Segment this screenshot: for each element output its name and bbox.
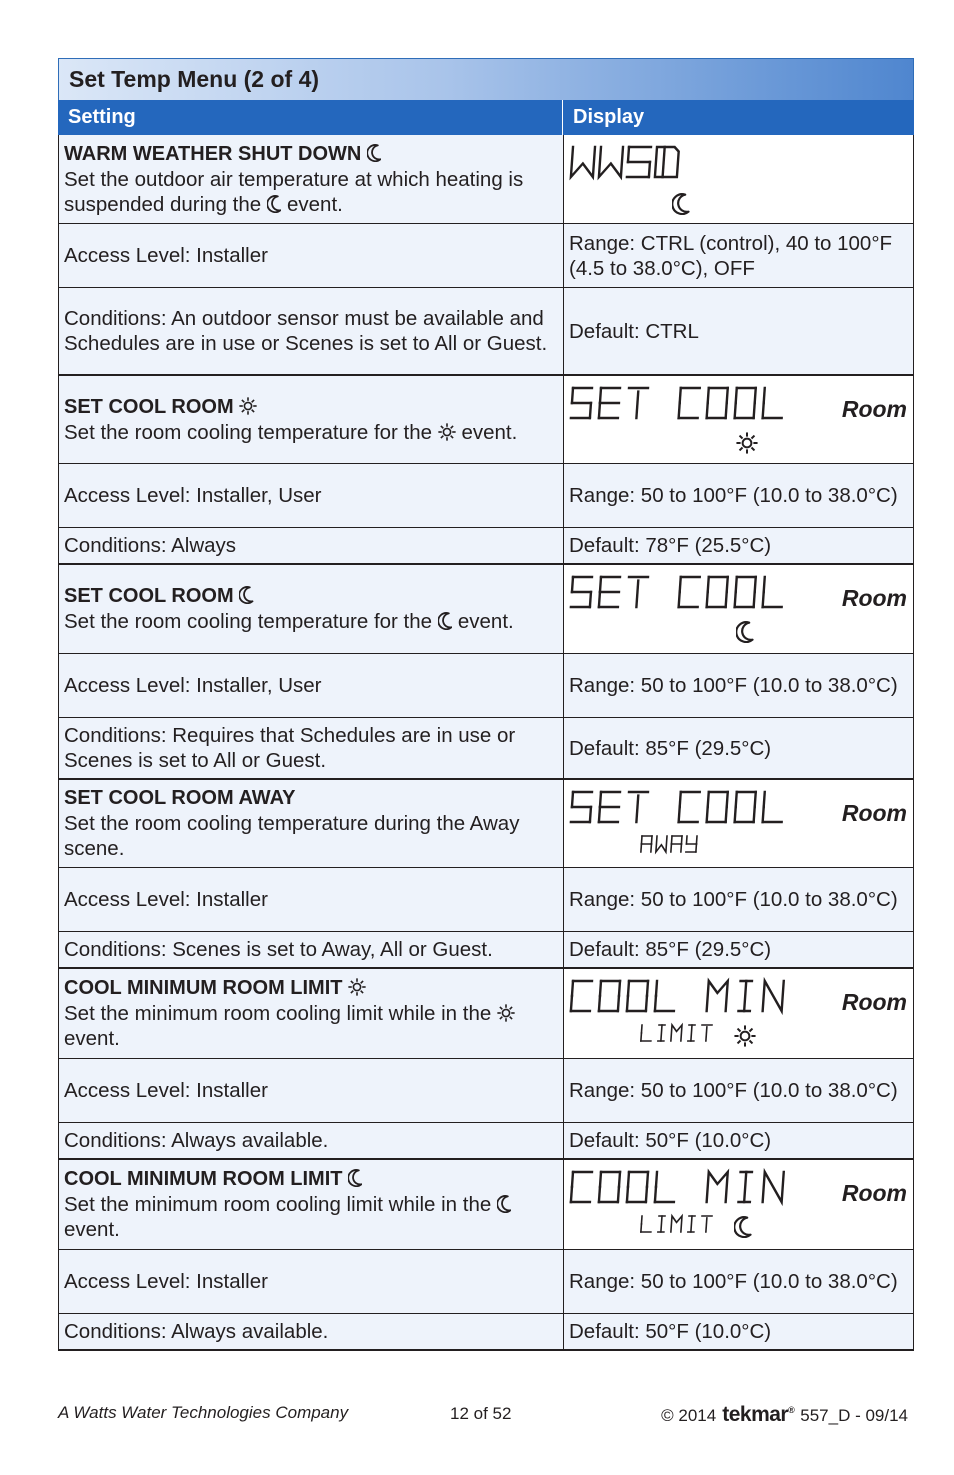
setting-description-row bbox=[58, 565, 914, 653]
lcd-display bbox=[564, 135, 913, 223]
page-number: 12 of 52 bbox=[450, 1404, 512, 1423]
moon-icon bbox=[438, 612, 452, 630]
conditions-default-row bbox=[58, 287, 914, 374]
lcd-display bbox=[564, 969, 913, 1058]
lcd-event-symbol bbox=[736, 621, 754, 647]
moon-icon bbox=[348, 1169, 362, 1187]
conditions-default-row bbox=[58, 717, 914, 778]
display-column-header: Display bbox=[573, 106, 645, 128]
setting-group bbox=[58, 1160, 914, 1351]
access-level: Access Level: Installer bbox=[59, 1250, 564, 1313]
room-label: Room bbox=[841, 800, 907, 826]
setting-group bbox=[58, 969, 914, 1160]
moon-icon bbox=[267, 195, 281, 213]
lcd-display bbox=[564, 780, 913, 867]
lcd-event-symbol bbox=[734, 1216, 752, 1242]
conditions: Conditions: An outdoor sensor must be available and Schedules are in use or Scenes is set to All or Guest. bbox=[59, 288, 564, 374]
moon-icon bbox=[672, 193, 690, 215]
setting-description: Set the minimum room cooling limit while in the event. bbox=[64, 1001, 558, 1051]
setting-cell bbox=[59, 135, 564, 223]
default-value: Default: 85°F (29.5°C) bbox=[569, 938, 772, 961]
access-range-row bbox=[58, 867, 914, 931]
access-range-row bbox=[58, 1249, 914, 1313]
setting-name: SET COOL ROOM AWAY bbox=[64, 787, 296, 809]
moon-icon bbox=[497, 1195, 511, 1213]
setting-name: SET COOL ROOM bbox=[64, 584, 558, 609]
sun-icon bbox=[348, 978, 366, 996]
conditions-default-row bbox=[58, 931, 914, 967]
range: Range: 50 to 100°F (10.0 to 38.0°C) bbox=[569, 1270, 898, 1293]
lcd-display bbox=[564, 376, 913, 463]
setting-cell bbox=[59, 969, 564, 1058]
conditions-default-row bbox=[58, 1122, 914, 1158]
access-level: Access Level: Installer bbox=[59, 868, 564, 931]
setting-group bbox=[58, 376, 914, 565]
lcd-display bbox=[564, 565, 913, 653]
moon-icon bbox=[736, 621, 754, 643]
access-level: Access Level: Installer bbox=[59, 1059, 564, 1122]
setting-cell bbox=[59, 780, 564, 867]
setting-name: COOL MINIMUM ROOM LIMIT bbox=[64, 1167, 558, 1192]
range: Range: CTRL (control), 40 to 100°F (4.5 to 38.0°C), OFF bbox=[569, 231, 893, 280]
setting-description-row bbox=[58, 1160, 914, 1249]
moon-icon bbox=[367, 144, 381, 162]
setting-name: COOL MINIMUM ROOM LIMIT bbox=[64, 976, 558, 1001]
settings-table bbox=[58, 58, 914, 1351]
setting-group bbox=[58, 780, 914, 969]
copyright: © 2014 bbox=[661, 1406, 717, 1425]
conditions-default-row bbox=[58, 1313, 914, 1349]
conditions: Conditions: Scenes is set to Away, All or Guest. bbox=[59, 932, 564, 967]
default-value: Default: 50°F (10.0°C) bbox=[569, 1320, 772, 1343]
range: Range: 50 to 100°F (10.0 to 38.0°C) bbox=[569, 484, 898, 507]
table-header bbox=[58, 100, 914, 135]
setting-description: Set the outdoor air temperature at which heating is suspended during the event. bbox=[64, 167, 524, 216]
default-value: Default: 85°F (29.5°C) bbox=[569, 736, 772, 760]
access-level: Access Level: Installer, User bbox=[59, 654, 564, 717]
conditions: Conditions: Always bbox=[59, 528, 564, 563]
setting-description: Set the room cooling temperature for the event. bbox=[64, 610, 514, 633]
setting-cell bbox=[59, 565, 564, 653]
default-value: Default: 78°F (25.5°C) bbox=[569, 534, 772, 557]
setting-group bbox=[58, 135, 914, 376]
default-value: Default: 50°F (10.0°C) bbox=[569, 1129, 772, 1152]
range: Range: 50 to 100°F (10.0 to 38.0°C) bbox=[569, 1079, 898, 1102]
access-level: Access Level: Installer bbox=[59, 224, 564, 287]
setting-name: WARM WEATHER SHUT DOWN bbox=[64, 142, 558, 167]
room-label: Room bbox=[841, 396, 907, 422]
access-range-row bbox=[58, 653, 914, 717]
doc-code: 557_D - 09/14 bbox=[800, 1406, 908, 1425]
setting-description-row bbox=[58, 135, 914, 223]
lcd-readout bbox=[564, 135, 912, 223]
setting-cell bbox=[59, 1160, 564, 1249]
sun-icon bbox=[736, 432, 758, 454]
setting-name: SET COOL ROOM bbox=[64, 395, 558, 420]
access-range-row bbox=[58, 1058, 914, 1122]
range: Range: 50 to 100°F (10.0 to 38.0°C) bbox=[569, 888, 898, 911]
lcd-display bbox=[564, 1160, 913, 1249]
setting-description: Set the minimum room cooling limit while in the event. bbox=[64, 1192, 558, 1242]
footer-right bbox=[661, 1403, 908, 1427]
room-label: Room bbox=[841, 1180, 907, 1206]
lcd-event-symbol bbox=[672, 193, 690, 219]
conditions-default-row bbox=[58, 527, 914, 563]
default-value: Default: CTRL bbox=[569, 319, 699, 343]
setting-group bbox=[58, 565, 914, 780]
sun-icon bbox=[497, 1004, 515, 1022]
room-label: Room bbox=[841, 585, 907, 611]
setting-description-row bbox=[58, 780, 914, 867]
brand-logo: tekmar® bbox=[722, 1403, 795, 1426]
access-range-row bbox=[58, 223, 914, 287]
setting-description: Set the room cooling temperature during the Away scene. bbox=[64, 812, 520, 860]
setting-groups bbox=[58, 135, 914, 1351]
setting-cell bbox=[59, 376, 564, 463]
access-level: Access Level: Installer, User bbox=[59, 464, 564, 527]
menu-title: Set Temp Menu (2 of 4) bbox=[58, 58, 914, 100]
lcd-event-symbol bbox=[736, 432, 758, 458]
access-range-row bbox=[58, 463, 914, 527]
conditions: Conditions: Requires that Schedules are in use or Scenes is set to All or Guest. bbox=[59, 718, 564, 778]
setting-column-header: Setting bbox=[58, 100, 563, 135]
setting-description-row bbox=[58, 969, 914, 1058]
conditions: Conditions: Always available. bbox=[59, 1123, 564, 1158]
sun-icon bbox=[734, 1025, 756, 1047]
room-label: Room bbox=[841, 989, 907, 1015]
range: Range: 50 to 100°F (10.0 to 38.0°C) bbox=[569, 674, 898, 697]
sun-icon bbox=[438, 423, 456, 441]
lcd-event-symbol bbox=[734, 1025, 756, 1051]
moon-icon bbox=[734, 1216, 752, 1238]
setting-description: Set the room cooling temperature for the event. bbox=[64, 420, 518, 444]
setting-description-row bbox=[58, 376, 914, 463]
sun-icon bbox=[239, 397, 257, 415]
conditions: Conditions: Always available. bbox=[59, 1314, 564, 1349]
company-tagline: A Watts Water Technologies Company bbox=[58, 1403, 349, 1422]
moon-icon bbox=[239, 586, 253, 604]
